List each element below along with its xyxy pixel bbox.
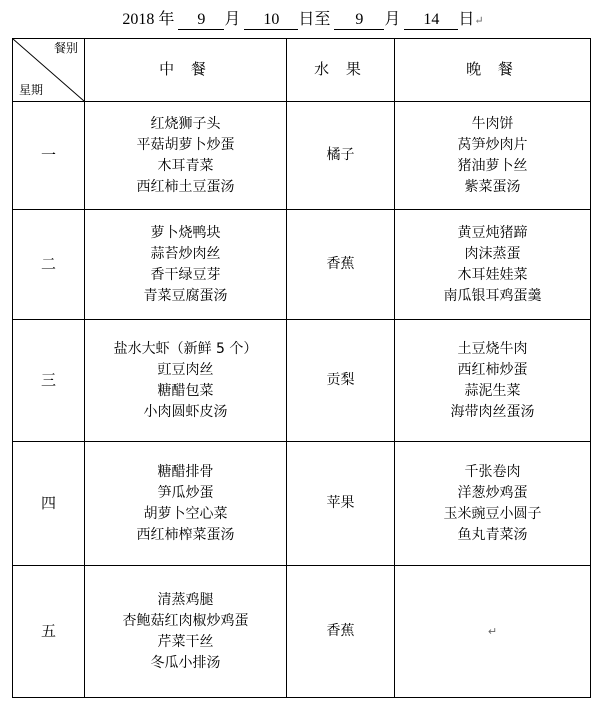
day-cell: 一	[13, 102, 85, 210]
dish-item: 海带肉丝蛋汤	[450, 403, 535, 420]
dish-item: 杏鲍菇红肉椒炒鸡蛋	[122, 612, 249, 629]
fruit-cell: 香蕉	[287, 566, 395, 698]
dish-item: 胡萝卜空心菜	[143, 505, 228, 522]
table-row	[13, 566, 591, 698]
fruit-cell: 橘子	[287, 102, 395, 210]
dish-item: 盐水大虾（新鲜 5 个）	[113, 340, 258, 357]
dish-item: 蒜泥生菜	[464, 382, 521, 399]
fruit-cell: 香蕉	[287, 210, 395, 320]
dish-item: 冬瓜小排汤	[150, 654, 221, 671]
dish-item: 豇豆肉丝	[157, 361, 214, 378]
weekday-label: 星期	[19, 83, 44, 97]
dish-item: 木耳娃娃菜	[457, 266, 528, 283]
dish-item: 莴笋炒肉片	[457, 136, 528, 153]
dinner-cell	[395, 320, 591, 442]
dish-item: 鱼丸青菜汤	[457, 526, 528, 543]
day-cell: 二	[13, 210, 85, 320]
end-month-value: 9	[334, 11, 384, 30]
month-label: 月	[224, 11, 241, 28]
day-to-label: 日至	[298, 11, 331, 28]
corner-header-cell	[13, 39, 85, 102]
dish-item: 香干绿豆芽	[150, 266, 221, 283]
year-label: 2018 年	[122, 11, 175, 28]
dish-item: 南瓜银耳鸡蛋羹	[443, 287, 542, 304]
dish-item: 萝卜烧鸭块	[150, 224, 221, 241]
dinner-cell	[395, 566, 591, 698]
fruit-cell: 贡梨	[287, 320, 395, 442]
day-label: 日	[458, 11, 475, 28]
dish-item: 肉沫蒸蛋	[464, 245, 521, 262]
dish-item: 小肉圆虾皮汤	[143, 403, 228, 420]
dish-item: 洋葱炒鸡蛋	[457, 484, 528, 501]
day-cell: 三	[13, 320, 85, 442]
dish-item: 红烧狮子头	[150, 115, 221, 132]
lunch-cell	[85, 442, 287, 566]
dish-item: 猪油萝卜丝	[457, 157, 528, 174]
dish-item: 青菜豆腐蛋汤	[143, 287, 228, 304]
lunch-header: 中 餐	[85, 39, 287, 102]
lunch-cell	[85, 102, 287, 210]
table-header-row	[13, 39, 591, 102]
day-cell: 五	[13, 566, 85, 698]
fruit-cell: 苹果	[287, 442, 395, 566]
dish-item: 糖醋包菜	[157, 382, 214, 399]
dish-item: 千张卷肉	[464, 463, 521, 480]
end-month-label: 月	[384, 11, 401, 28]
meal-type-label: 餐别	[53, 41, 78, 55]
fruit-header: 水 果	[287, 39, 395, 102]
lunch-cell	[85, 210, 287, 320]
dish-item: 蒜苔炒肉丝	[150, 245, 221, 262]
paragraph-mark-icon: ↵	[474, 15, 484, 27]
table-row	[13, 442, 591, 566]
dish-item: 西红柿榨菜蛋汤	[136, 526, 235, 543]
dish-item: 牛肉饼	[471, 115, 514, 132]
dish-item: 平菇胡萝卜炒蛋	[136, 136, 235, 153]
dish-item: 西红柿炒蛋	[457, 361, 528, 378]
dish-item: 清蒸鸡腿	[157, 591, 214, 608]
lunch-cell	[85, 320, 287, 442]
dish-item: 黄豆炖猪蹄	[457, 224, 528, 241]
dinner-cell	[395, 442, 591, 566]
menu-date-header	[0, 6, 606, 30]
end-day-value: 14	[404, 11, 458, 30]
dish-item: 糖醋排骨	[157, 463, 214, 480]
start-month-value: 9	[178, 11, 224, 30]
dish-item: 芹菜干丝	[157, 633, 214, 650]
dish-item: 西红柿土豆蛋汤	[136, 178, 235, 195]
dinner-cell	[395, 210, 591, 320]
dish-item: 紫菜蛋汤	[464, 178, 521, 195]
dinner-header: 晚 餐	[395, 39, 591, 102]
start-day-value: 10	[244, 11, 298, 30]
table-row	[13, 102, 591, 210]
dish-item: 木耳青菜	[157, 157, 214, 174]
table-row	[13, 320, 591, 442]
dish-item: 玉米豌豆小圆子	[443, 505, 542, 522]
lunch-cell	[85, 566, 287, 698]
weekly-menu-table	[12, 38, 591, 698]
dish-item: 笋瓜炒蛋	[157, 484, 214, 501]
dinner-cell	[395, 102, 591, 210]
table-row	[13, 210, 591, 320]
dish-item: 土豆烧牛肉	[457, 340, 528, 357]
paragraph-mark-icon: ↵	[487, 625, 498, 638]
day-cell: 四	[13, 442, 85, 566]
